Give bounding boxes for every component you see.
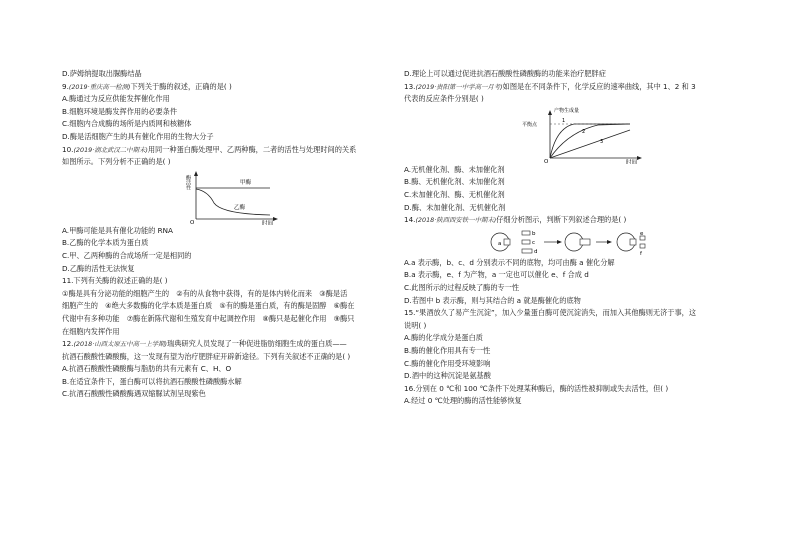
enzyme-specificity-figure <box>404 227 734 257</box>
curve-2-label: 2 <box>582 128 586 135</box>
y-axis-label: 酶活性 <box>185 174 191 190</box>
option-text: D.酶是活细胞产生的具有催化作用的生物大分子 <box>62 131 214 141</box>
question-14-stem: 14.(2018·陕西西安铁一中期末)仔细分析图示，判断下列叙述合理的是( ) <box>404 215 627 225</box>
option-text: C.抗酒石酸酸性磷酸酶遇双缩脲试剂呈现紫色 <box>62 389 206 399</box>
option-text: D.乙酶的活性无法恢复 <box>62 263 135 273</box>
option-text: B.乙酶的化学本质为蛋白质 <box>62 238 149 248</box>
question-11-text: 代谢中有多种功能 ⑦酶在新陈代谢和生殖发育中起调控作用 ⑧酶只是起催化作用 ⑨酶只 <box>62 313 355 323</box>
option-text: A.酶通过为反应供能发挥催化作用 <box>62 94 170 104</box>
option-text: C.甲、乙两种酶的合成场所一定是相同的 <box>62 250 192 260</box>
enzyme-activity-graph <box>62 169 392 225</box>
x-axis-label: 时间 <box>626 159 638 164</box>
question-source: (2018·陕西西安铁一中期末) <box>415 216 497 225</box>
origin-label: O <box>544 158 549 164</box>
option-text: A.经过 0 ℃处理的酶的活性能够恢复 <box>404 396 522 406</box>
question-11-stem: 11.下列有关酶的叙述正确的是( ) <box>62 276 168 286</box>
option-text: C.细胞内合成酶的场所是内质网和核糖体 <box>62 119 192 129</box>
option-text: B.酶的催化作用具有专一性 <box>404 345 491 355</box>
right-column <box>404 68 734 408</box>
question-12-stem: 12.(2018·山西太原五中高一上学期)瑞典研究人员发现了一种促进脂肪细胞生成的蛋白质—— <box>62 339 347 349</box>
product-f-shape <box>640 244 645 248</box>
option-text: D.萨姆纳提取出脲酶结晶 <box>62 69 142 78</box>
option-text: B.a 表示酶，e、f 为产物，a 一定也可以催化 e、f 合成 d <box>404 270 589 280</box>
left-column <box>62 68 392 401</box>
option-text: A.甲酶可能是具有催化功能的 RNA <box>62 225 173 235</box>
option-text: D.酒中的这种沉淀是氨基酸 <box>404 371 491 381</box>
question-source: (2019·贵阳第一中学高一月考) <box>415 82 503 91</box>
curve-a-label: 甲酶 <box>240 179 252 186</box>
question-13-stem: 13.(2019·贵阳第一中学高一月考)如图是在不同条件下，化学反应的速率曲线，其中 1、2 和 3 <box>404 81 696 91</box>
label-a: a <box>498 240 502 247</box>
option-text: C.未加催化剂、酶、无机催化剂 <box>404 189 505 199</box>
option-text: B.细胞环境是酶发挥作用的必要条件 <box>62 106 178 116</box>
question-9-stem: 9.(2019·重庆高一检测)下列关于酶的叙述，正确的是( ) <box>62 81 232 91</box>
question-source: (2019·重庆高一检测) <box>68 82 131 91</box>
option-text: A.无机催化剂、酶、未加催化剂 <box>404 164 505 174</box>
label-e: e <box>640 230 644 237</box>
option-text: C.酶的催化作用受环境影响 <box>404 358 491 368</box>
question-10-stem: 10.(2019·湖北武汉二中期末)用同一种蛋白酶处理甲、乙两种酶，二者的活性与处理时间的关系 <box>62 144 357 154</box>
question-13-stem-cont: 代表的反应条件分别是( ) <box>404 94 484 104</box>
option-text: A.抗酒石酸酸性磷酸酶与脂肪的共有元素有 C、H、O <box>62 364 232 374</box>
question-11-text: 细胞产生的 ④绝大多数酶的化学本质是蛋白质 ⑤有的酶是蛋白质，有的酶是固醇 ⑥酶在 <box>62 301 355 311</box>
question-12-stem-cont: 抗酒石酸酸性磷酸酶，这一发现有望为治疗肥胖症开辟新途径。下列有关叙述不正确的是( ) <box>62 351 351 361</box>
x-axis-label: 时间 <box>262 220 274 225</box>
label-d: d <box>534 248 538 255</box>
curve-1 <box>550 124 630 158</box>
substrate-d-shape <box>522 249 532 253</box>
option-text: B.在适宜条件下，蛋白酶可以将抗酒石酸酸性磷酸酶水解 <box>62 376 242 386</box>
option-text: B.酶、无机催化剂、未加催化剂 <box>404 177 505 187</box>
option-text: A.a 表示酶，b、c、d 分别表示不同的底物，均可由酶 a 催化分解 <box>404 257 615 267</box>
curve-3-label: 3 <box>600 138 604 145</box>
label-b: b <box>532 230 536 237</box>
question-10-stem-cont: 如图所示。下列分析不正确的是( ) <box>62 157 171 167</box>
reaction-rate-graph <box>404 106 734 164</box>
curve-enzyme-b <box>196 189 270 215</box>
curve-2 <box>550 124 630 158</box>
substrate-c-shape <box>522 240 530 244</box>
curve-b-label: 乙酶 <box>234 204 246 211</box>
origin-label: O <box>190 219 195 225</box>
curve-1-label: 1 <box>562 117 566 124</box>
substrate-b-shape <box>522 231 530 235</box>
y-axis-label: 产物生成量 <box>554 107 580 114</box>
question-15-stem: 15.“果酒放久了易产生沉淀”，加入少量蛋白酶可使沉淀消失，而加入其他酶则无济于事，这 <box>404 308 697 318</box>
option-text: C.此图所示的过程反映了酶的专一性 <box>404 282 520 292</box>
question-11-text: 在细胞内发挥作用 <box>62 326 120 336</box>
option-text: D.酶、未加催化剂、无机催化剂 <box>404 202 506 212</box>
question-source: (2018·山西太原五中高一上学期) <box>73 340 168 349</box>
question-source: (2019·湖北武汉二中期末) <box>73 145 148 154</box>
reaction-rate-figure <box>404 106 734 164</box>
option-text: D.理论上可以通过促进抗酒石酸酸性磷酸酶的功能来治疗肥胖症 <box>404 69 606 78</box>
option-text: D.若图中 b 表示酶，则与其结合的 a 就是酶催化的底物 <box>404 295 581 305</box>
option-text: A.酶的化学成分是蛋白质 <box>404 333 483 343</box>
label-c: c <box>532 239 536 246</box>
question-16-stem: 16.分别在 0 ℃和 100 ℃条件下处理某种酶后，酶的活性被抑制或失去活性，但( ) <box>404 383 669 393</box>
question-15-stem-cont: 说明( ) <box>404 320 427 330</box>
label-f: f <box>640 250 642 257</box>
question-11-text: ①酶是具有分泌功能的细胞产生的 ②有的从食物中获得，有的是体内转化而来 ③酶是活 <box>62 288 348 298</box>
enzyme-activity-figure <box>62 169 392 225</box>
enzyme-substrate-diagram <box>404 227 734 257</box>
plateau-label: 平衡点 <box>522 121 538 128</box>
